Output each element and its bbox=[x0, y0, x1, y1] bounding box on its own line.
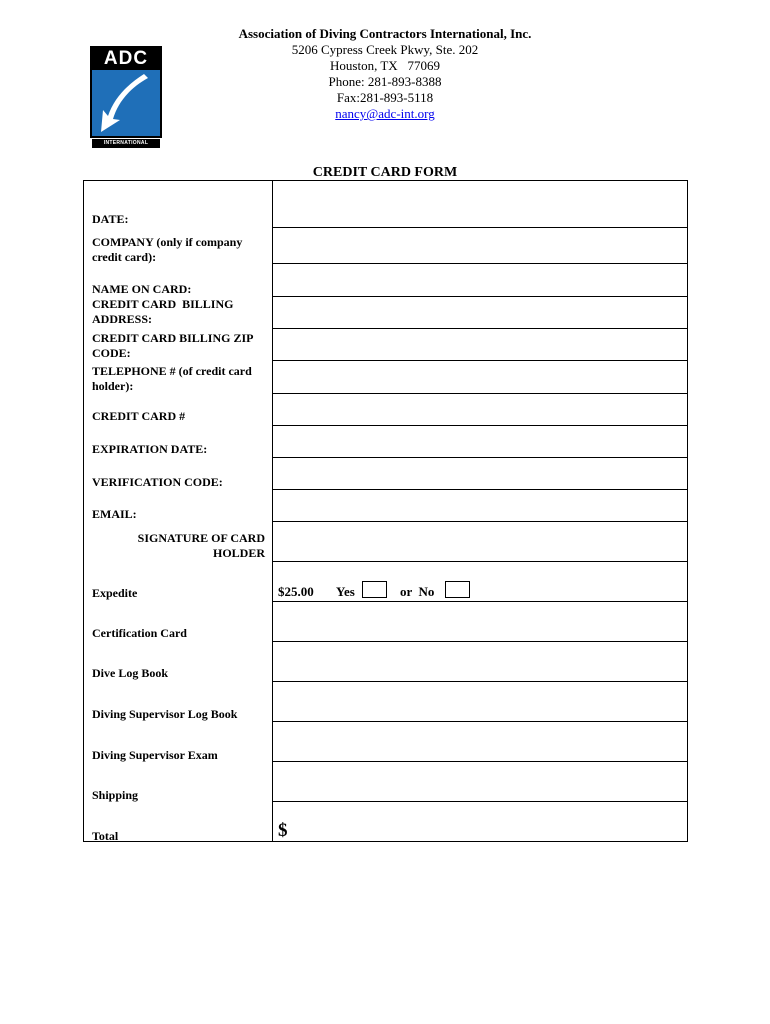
expedite-label: Expedite bbox=[92, 586, 138, 600]
expedite-price: $25.00 bbox=[278, 584, 314, 599]
column-divider bbox=[272, 181, 273, 841]
signature-label: SIGNATURE OF CARD HOLDER bbox=[137, 531, 265, 560]
row-line bbox=[272, 601, 688, 602]
logo-emblem bbox=[90, 46, 162, 138]
email-link[interactable]: nancy@adc-int.org bbox=[335, 106, 435, 121]
row-line bbox=[272, 721, 688, 722]
address-line-2: Houston, TX 77069 bbox=[330, 58, 440, 73]
row-line bbox=[272, 561, 688, 562]
credit-card-number-label: CREDIT CARD # bbox=[92, 409, 186, 423]
shipping-label: Shipping bbox=[92, 788, 139, 802]
row-line bbox=[272, 521, 688, 522]
org-name: Association of Diving Contractors International, Inc. bbox=[238, 26, 532, 41]
company-label: COMPANY (only if company credit card): bbox=[92, 235, 243, 264]
row-line bbox=[272, 393, 688, 394]
billing-zip-label: CREDIT CARD BILLING ZIP CODE: bbox=[92, 331, 254, 360]
row-line bbox=[272, 328, 688, 329]
yes-label: Yes bbox=[336, 584, 355, 599]
credit-card-form bbox=[83, 180, 688, 842]
name-on-card-label: NAME ON CARD: bbox=[92, 282, 192, 296]
fax-line: Fax:281-893-5118 bbox=[336, 90, 434, 105]
org-header bbox=[185, 26, 585, 122]
row-line bbox=[272, 801, 688, 802]
row-line bbox=[272, 227, 688, 228]
address-line-1: 5206 Cypress Creek Pkwy, Ste. 202 bbox=[291, 42, 479, 57]
logo-abbreviation: ADC bbox=[92, 48, 160, 70]
date-label: DATE: bbox=[92, 212, 129, 226]
row-line bbox=[272, 296, 688, 297]
certification-card-label: Certification Card bbox=[92, 626, 187, 640]
row-line bbox=[272, 360, 688, 361]
phone-line: Phone: 281-893-8388 bbox=[328, 74, 442, 89]
logo-swoosh-icon bbox=[92, 70, 160, 136]
email-label: EMAIL: bbox=[92, 507, 137, 521]
expiration-date-label: EXPIRATION DATE: bbox=[92, 442, 208, 456]
verification-code-label: VERIFICATION CODE: bbox=[92, 475, 223, 489]
total-label: Total bbox=[92, 829, 119, 843]
row-line bbox=[272, 681, 688, 682]
row-line bbox=[272, 457, 688, 458]
form-title: CREDIT CARD FORM bbox=[312, 165, 458, 180]
adc-logo bbox=[90, 46, 162, 150]
row-line bbox=[272, 489, 688, 490]
no-checkbox[interactable] bbox=[445, 581, 470, 598]
supervisor-exam-label: Diving Supervisor Exam bbox=[92, 748, 218, 762]
total-dollar-sign: $ bbox=[278, 820, 288, 841]
telephone-label: TELEPHONE # (of credit card holder): bbox=[92, 364, 252, 393]
row-line bbox=[272, 263, 688, 264]
row-line bbox=[272, 425, 688, 426]
yes-checkbox[interactable] bbox=[362, 581, 387, 598]
billing-address-label: CREDIT CARD BILLING ADDRESS: bbox=[92, 297, 234, 326]
or-no-label: or No bbox=[400, 584, 435, 599]
row-line bbox=[272, 761, 688, 762]
supervisor-log-book-label: Diving Supervisor Log Book bbox=[92, 707, 238, 721]
logo-bar: INTERNATIONAL bbox=[92, 139, 160, 148]
row-line bbox=[272, 641, 688, 642]
dive-log-book-label: Dive Log Book bbox=[92, 666, 169, 680]
